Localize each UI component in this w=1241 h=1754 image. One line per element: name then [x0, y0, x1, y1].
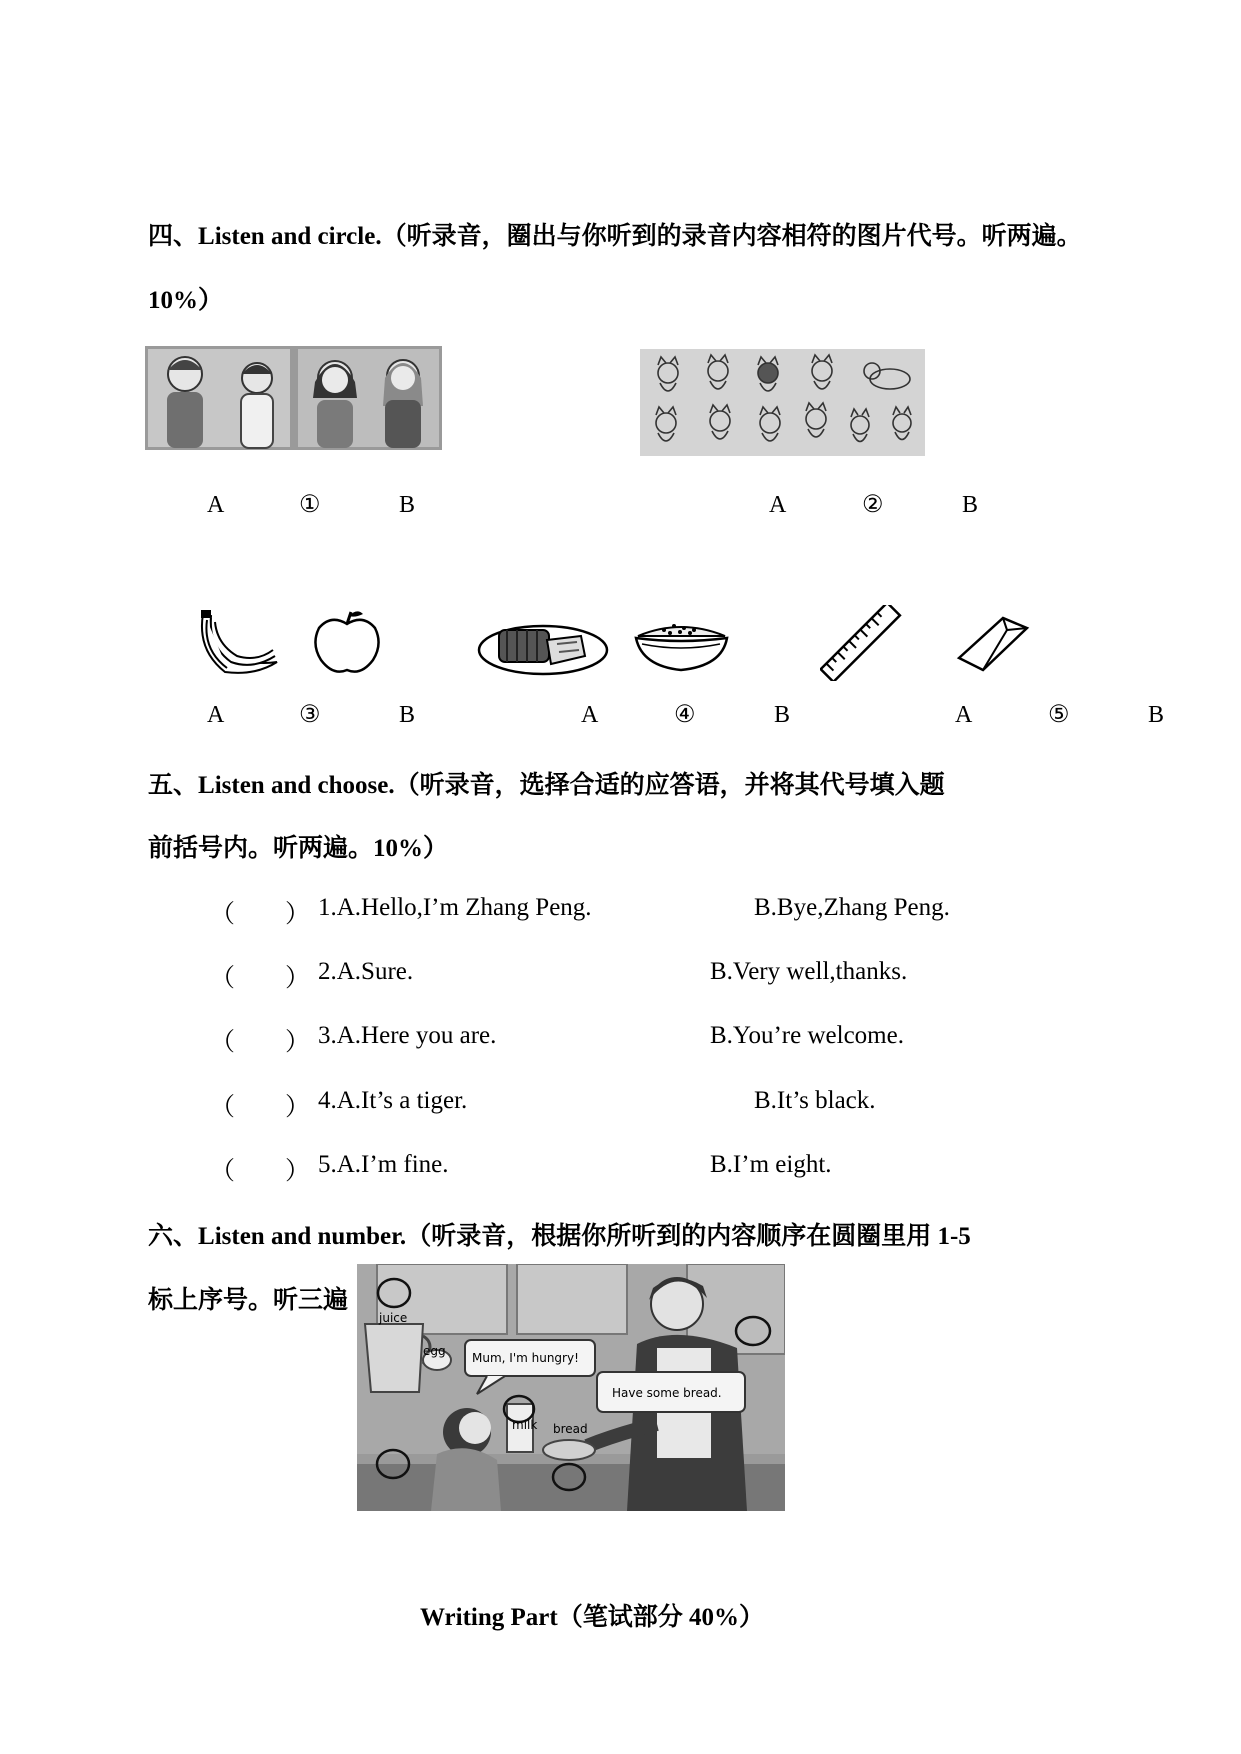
juice-label: juice [379, 1311, 408, 1325]
section5-title-cont [148, 828, 448, 864]
section5-prefix: 五、 [148, 772, 199, 799]
choose-item-2-a: 2.A.Sure. [318, 958, 414, 985]
writing-part-text: Writing Part（笔试部分 40%） [420, 1604, 764, 1631]
ruler-picture [820, 605, 902, 681]
q1-option-b[interactable]: B [399, 492, 416, 518]
section4-title-en: Listen and circle. [198, 223, 382, 250]
choose-item-5-b: B.I’m eight. [710, 1151, 832, 1178]
choose-item-1-b: B.Bye,Zhang Peng. [754, 894, 950, 921]
section6-prefix: 六、 [148, 1223, 199, 1250]
section4-title-cont [148, 280, 223, 316]
choose-item-1-paren[interactable]: （ ） [210, 901, 311, 928]
q4-option-a[interactable]: A [581, 702, 599, 728]
q2-option-b[interactable]: B [962, 492, 979, 518]
q3-option-b[interactable]: B [399, 702, 416, 728]
section5-title-cont-text: 前括号内。听两遍。10%） [148, 835, 449, 862]
choose-item-2-paren[interactable]: （ ） [210, 965, 311, 992]
choose-item-4-paren[interactable]: （ ） [210, 1094, 311, 1121]
section4-prefix: 四、 [148, 223, 199, 250]
section4-title-cont-text: 10%） [148, 287, 224, 314]
choose-item-3-a: 3.A.Here you are. [318, 1022, 497, 1049]
girl-speech-bubble: Mum, I'm hungry! [472, 1351, 579, 1365]
q1-option-a[interactable]: A [207, 492, 225, 518]
eraser-picture [955, 610, 1031, 674]
q5-option-a[interactable]: A [955, 702, 973, 728]
section5-title-en: Listen and choose. [198, 772, 395, 799]
section6-title-cont [148, 1280, 348, 1316]
banana-picture [195, 610, 280, 678]
q4-number: ④ [674, 702, 696, 728]
bread-plate-picture [477, 610, 610, 678]
choose-item-3-b: B.You’re welcome. [710, 1022, 904, 1049]
section5-title-cn: （听录音，选择合适的应答语，并将其代号填入题 [394, 772, 945, 799]
mum-speech-bubble: Have some bread. [612, 1386, 722, 1400]
section6-title [148, 1216, 971, 1252]
section4-title-cn: （听录音，圈出与你听到的录音内容相符的图片代号。听两遍。 [381, 223, 1082, 250]
section6-title-en: Listen and number. [198, 1223, 407, 1250]
q3-number: ③ [299, 702, 321, 728]
choose-item-5-paren[interactable]: （ ） [210, 1158, 311, 1185]
choose-item-5-a: 5.A.I’m fine. [318, 1151, 449, 1178]
choose-item-2-b: B.Very well,thanks. [710, 958, 908, 985]
q5-option-b[interactable]: B [1148, 702, 1165, 728]
q2-option-a[interactable]: A [769, 492, 787, 518]
bread-label: bread [553, 1422, 588, 1436]
section5-title [148, 765, 945, 801]
milk-label: milk [512, 1418, 538, 1432]
choose-item-4-a: 4.A.It’s a tiger. [318, 1087, 468, 1114]
q5-number: ⑤ [1048, 702, 1070, 728]
q2-number: ② [862, 492, 884, 518]
q4-option-b[interactable]: B [774, 702, 791, 728]
choose-item-4-b: B.It’s black. [754, 1087, 876, 1114]
greeting-children-picture [145, 346, 442, 450]
section6-title-cn: （听录音，根据你所听到的内容顺序在圆圈里用 1-5 [406, 1223, 971, 1250]
rice-bowl-picture [634, 612, 729, 674]
apple-picture [311, 608, 383, 676]
writing-part-title [420, 1597, 764, 1633]
q1-number: ① [299, 492, 321, 518]
cats-picture [640, 349, 925, 456]
egg-label: egg [423, 1344, 446, 1358]
choose-item-3-paren[interactable]: （ ） [210, 1029, 311, 1056]
section4-title [148, 216, 1082, 252]
section6-title-cont-text: 标上序号。听三遍 [148, 1287, 349, 1314]
q3-option-a[interactable]: A [207, 702, 225, 728]
choose-item-1-a: 1.A.Hello,I’m Zhang Peng. [318, 894, 592, 921]
